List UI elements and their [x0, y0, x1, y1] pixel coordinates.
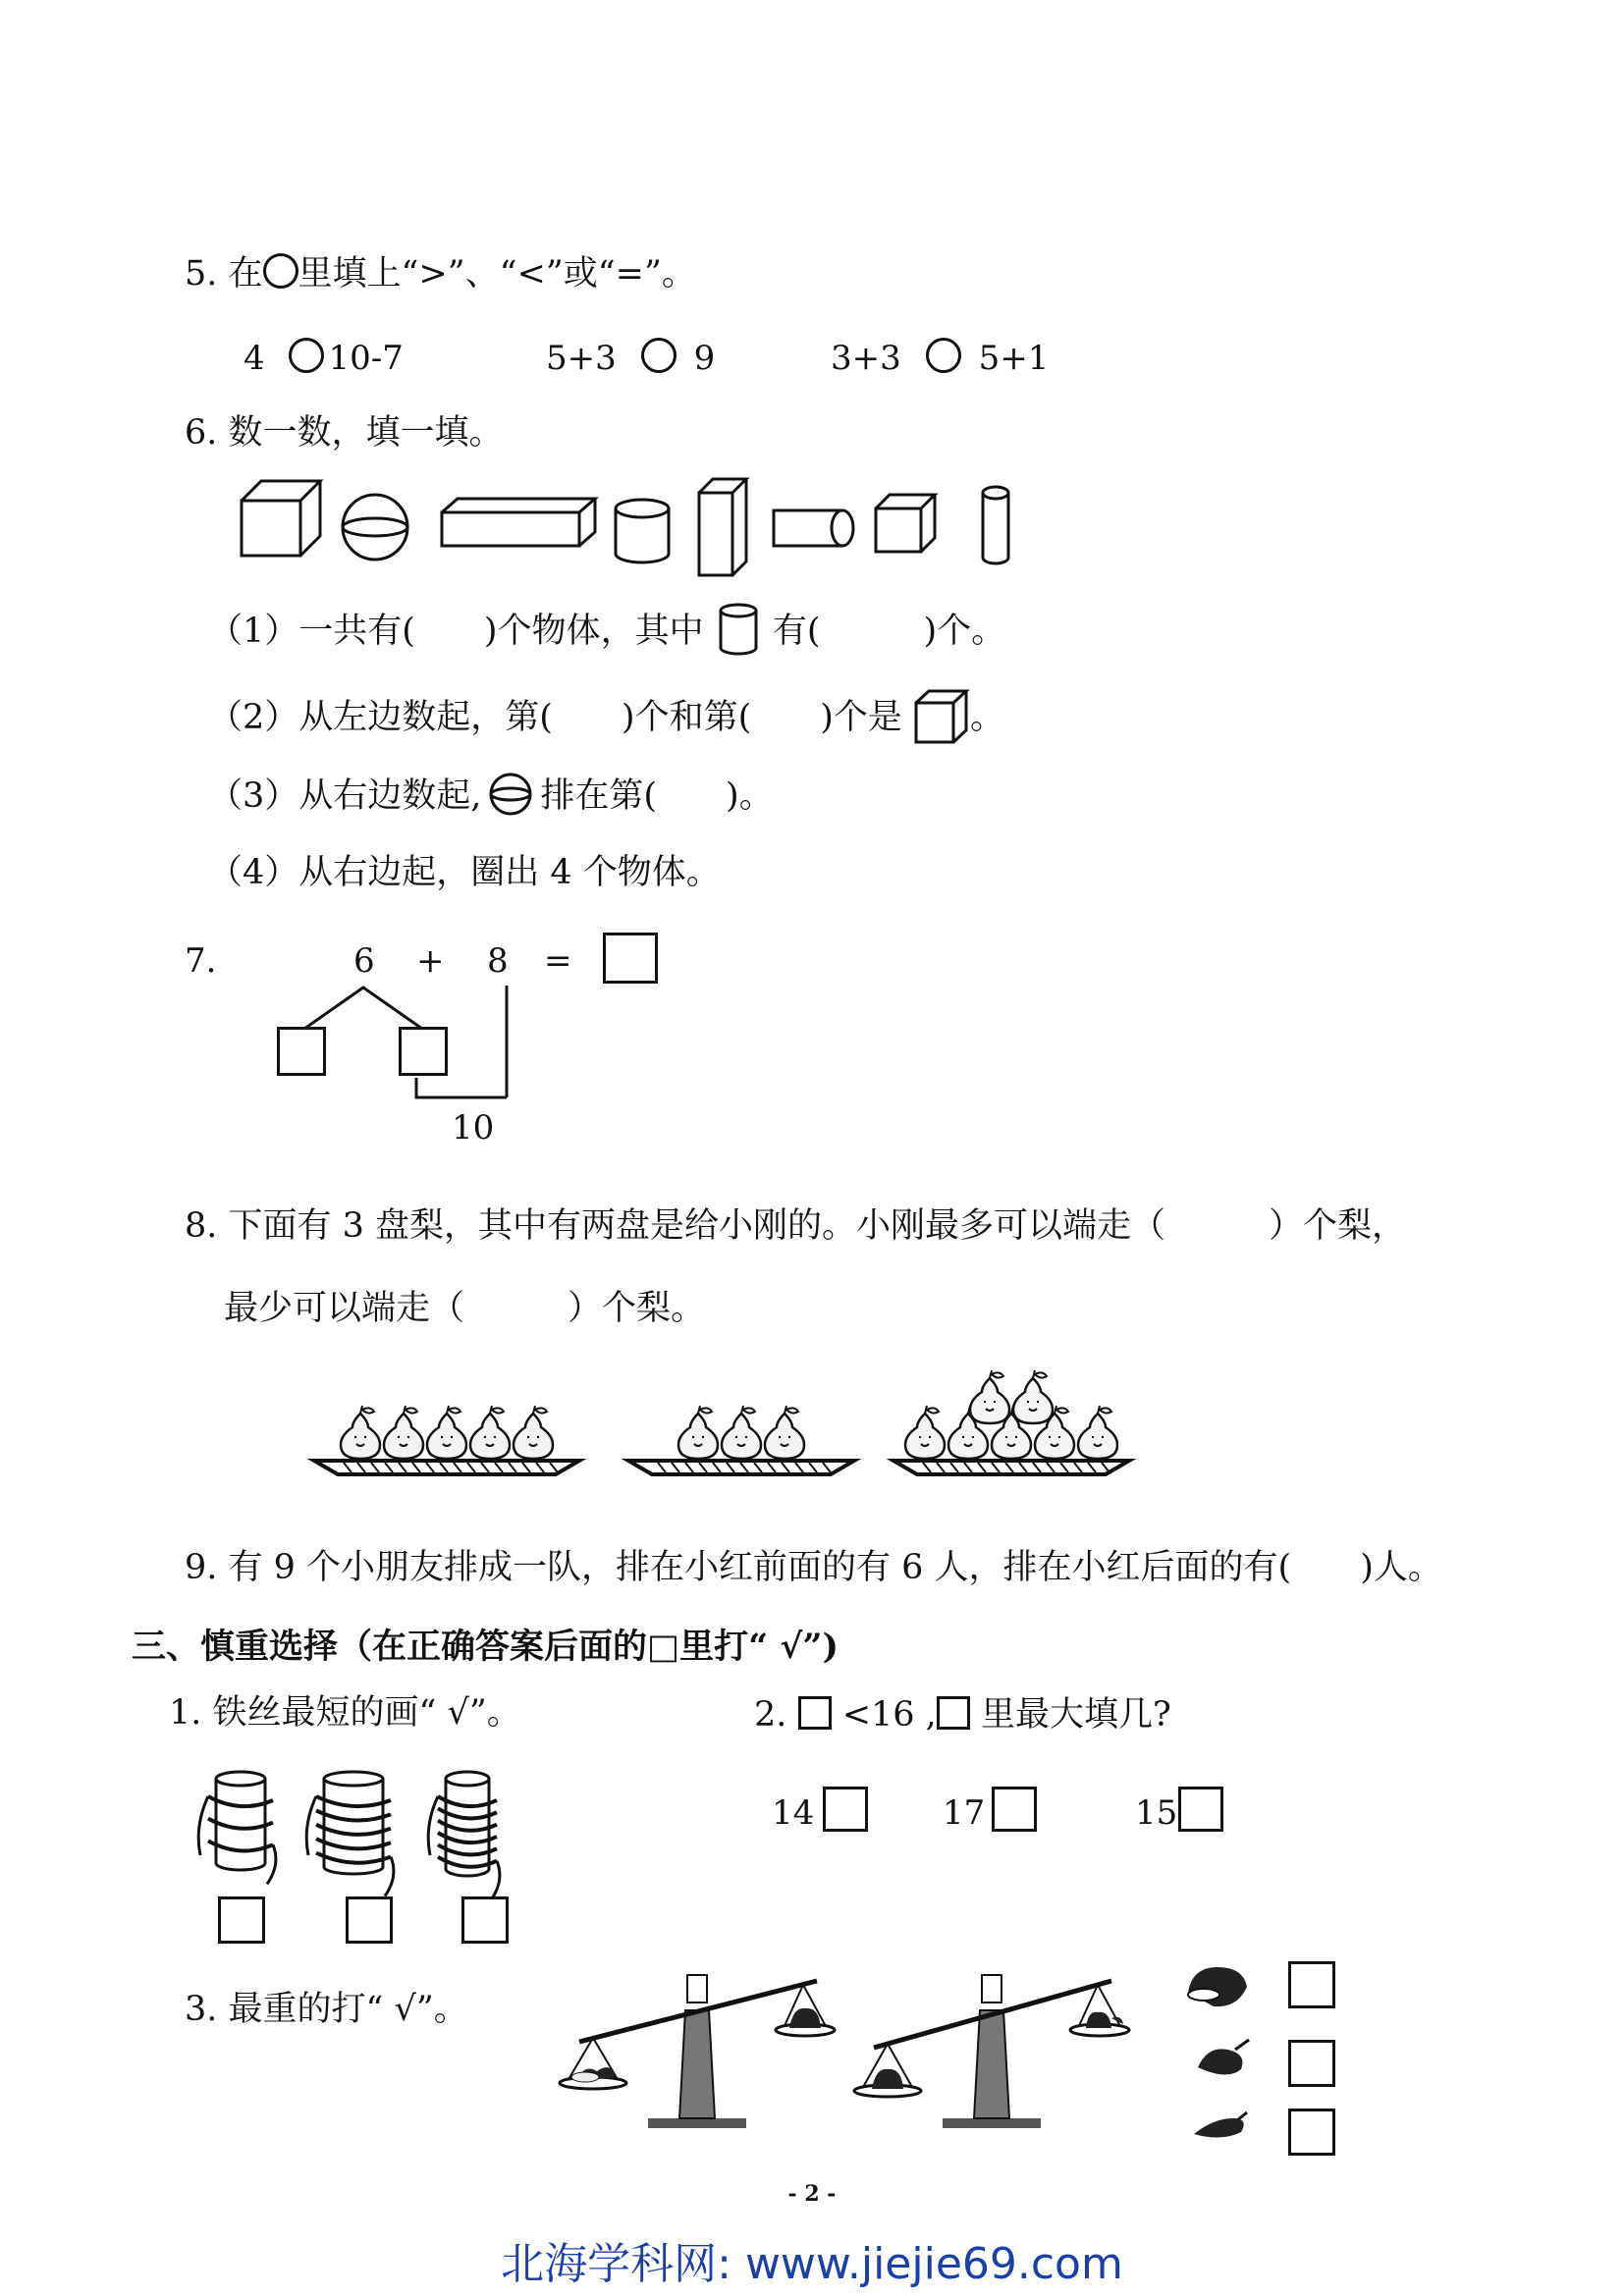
q6-sub2-a: （2）从左边数起，第( )个和第( )个是	[208, 698, 902, 737]
q7-split-box-left[interactable]	[277, 1027, 326, 1076]
sphere-icon	[481, 772, 540, 817]
q7-split-box-right[interactable]	[399, 1027, 448, 1076]
q6-sub1	[208, 603, 1005, 658]
pear-icon	[905, 1406, 945, 1459]
page-number: - 2 -	[787, 2181, 837, 2207]
q5-item-1-left: 4	[244, 339, 265, 378]
small-cube-icon	[876, 495, 935, 552]
q5-item-2-right: 9	[693, 339, 716, 378]
q7-number: 7.	[185, 941, 217, 981]
pear-plate-2	[628, 1406, 854, 1474]
s3-q2-option-17: 17	[943, 1793, 986, 1833]
solid-shapes-row	[236, 471, 1041, 579]
wire-coil-1	[198, 1772, 276, 1884]
q6-sub3-a: （3）从右边数起,	[208, 776, 482, 816]
square-icon	[937, 1696, 970, 1730]
s3-q2-option-15: 15	[1135, 1793, 1178, 1833]
q5-item-2-left: 5+3	[546, 339, 617, 378]
wire-coils	[187, 1767, 530, 1895]
pear-icon	[384, 1406, 423, 1459]
s3-q1-box-3[interactable]	[461, 1896, 509, 1944]
q6-title: 6. 数一数，填一填。	[185, 413, 504, 453]
q9-text: 9. 有 9 个小朋友排成一队，排在小红前面的有 6 人，排在小红后面的有( )人。	[185, 1548, 1442, 1587]
q7-answer-box[interactable]	[603, 933, 658, 984]
cylinder-icon	[715, 603, 762, 658]
s3-q2-box-14[interactable]	[823, 1787, 868, 1832]
pear-plates	[314, 1355, 1129, 1492]
pear-icon	[341, 1406, 380, 1459]
s3-q2-text	[754, 1696, 1171, 1733]
pear-icon	[514, 1406, 553, 1459]
q6-sub1-a: （1）一共有( )个物体，其中	[208, 612, 704, 651]
s3-q2-prefix: 2.	[754, 1695, 787, 1735]
wire-coil-3	[428, 1772, 500, 1900]
q5-item-1-right: 10-7	[328, 339, 404, 378]
s3-q3-box-cabbage[interactable]	[1288, 1961, 1335, 2008]
vegetable-icons	[1178, 1951, 1267, 2158]
pear-icon	[1078, 1406, 1117, 1459]
q6-sub4: （4）从右边起，圈出 4 个物体。	[208, 853, 721, 892]
q6-sub3-b: 排在第( )。	[540, 776, 774, 816]
pear-plate-3	[893, 1370, 1129, 1474]
q7-operand-b: 8	[487, 941, 509, 981]
lying-cylinder-icon	[774, 510, 853, 546]
section3-title: 三、慎重选择（在正确答案后面的□里打“ √”)	[132, 1627, 839, 1667]
q6-sub3	[208, 772, 774, 817]
q6-sub1-b: 有( )个。	[772, 612, 1006, 651]
pear-plate-1	[314, 1406, 579, 1474]
q8-line2: 最少可以端走（ ）个梨。	[224, 1289, 706, 1328]
q7-operator: +	[416, 941, 445, 981]
q5-prefix: 5. 在	[185, 254, 263, 294]
q5-item-2-right: 5+1	[978, 339, 1050, 378]
q6-sub2-b: 。	[970, 698, 1005, 737]
cube-icon	[913, 687, 970, 746]
s3-q1-text: 1. 铁丝最短的画“ √”。	[169, 1693, 521, 1733]
circle-icon	[263, 253, 298, 289]
q6-sub2	[208, 687, 1004, 746]
pear-icon	[765, 1406, 804, 1459]
answer-circle[interactable]	[641, 338, 677, 373]
pear-icon	[1013, 1370, 1053, 1423]
pepper-icon	[1194, 2112, 1247, 2138]
s3-q3-box-eggplant[interactable]	[1288, 2040, 1335, 2087]
thin-cylinder-icon	[983, 487, 1008, 563]
cube-icon	[242, 481, 320, 556]
s3-q2-box-15[interactable]	[1178, 1787, 1223, 1832]
balance-scale-2	[854, 1975, 1129, 2128]
s3-q1-box-1[interactable]	[218, 1896, 265, 1944]
pear-icon	[678, 1406, 718, 1459]
q7-equals: =	[544, 941, 572, 981]
q5-item-3	[831, 338, 1050, 378]
balance-scales	[560, 1953, 1149, 2140]
s3-q1-box-2[interactable]	[346, 1896, 393, 1944]
balance-scale-1	[560, 1975, 835, 2128]
sphere-icon	[343, 495, 407, 560]
square-icon	[798, 1696, 832, 1730]
q5-item-1	[244, 338, 404, 378]
cabbage-icon	[1188, 1967, 1247, 2006]
s3-q3-text: 3. 最重的打“ √”。	[185, 1990, 468, 2029]
s3-q2-box-17[interactable]	[992, 1787, 1037, 1832]
s3-q2-option-14: 14	[772, 1793, 815, 1833]
pear-icon	[970, 1370, 1009, 1423]
s3-q2-suffix: 里最大填几?	[980, 1695, 1171, 1735]
wire-coil-2	[306, 1772, 394, 1896]
q5-item-2	[546, 338, 716, 378]
q5-item-3-left: 3+3	[831, 339, 901, 378]
q5-instruction	[185, 253, 696, 292]
s3-q2-middle: <16 ,	[841, 1695, 937, 1735]
pear-icon	[722, 1406, 761, 1459]
pear-icon	[470, 1406, 510, 1459]
answer-circle[interactable]	[289, 338, 324, 373]
eggplant-icon	[1198, 2040, 1249, 2075]
q7-operand-a: 6	[353, 941, 375, 981]
pear-icon	[427, 1406, 466, 1459]
long-cuboid-icon	[442, 499, 595, 546]
q5-suffix: 里填上“>”、“<”或“=”。	[298, 254, 696, 294]
tall-cuboid-icon	[699, 479, 746, 575]
footer-watermark: 北海学科网: www.jiejie69.com	[501, 2239, 1123, 2289]
s3-q3-box-pepper[interactable]	[1288, 2109, 1335, 2156]
cylinder-icon	[616, 500, 669, 562]
q7-ten: 10	[452, 1108, 495, 1148]
q8-line1: 8. 下面有 3 盘梨，其中有两盘是给小刚的。小刚最多可以端走（ ）个梨，	[185, 1206, 1407, 1246]
answer-circle[interactable]	[926, 338, 961, 373]
